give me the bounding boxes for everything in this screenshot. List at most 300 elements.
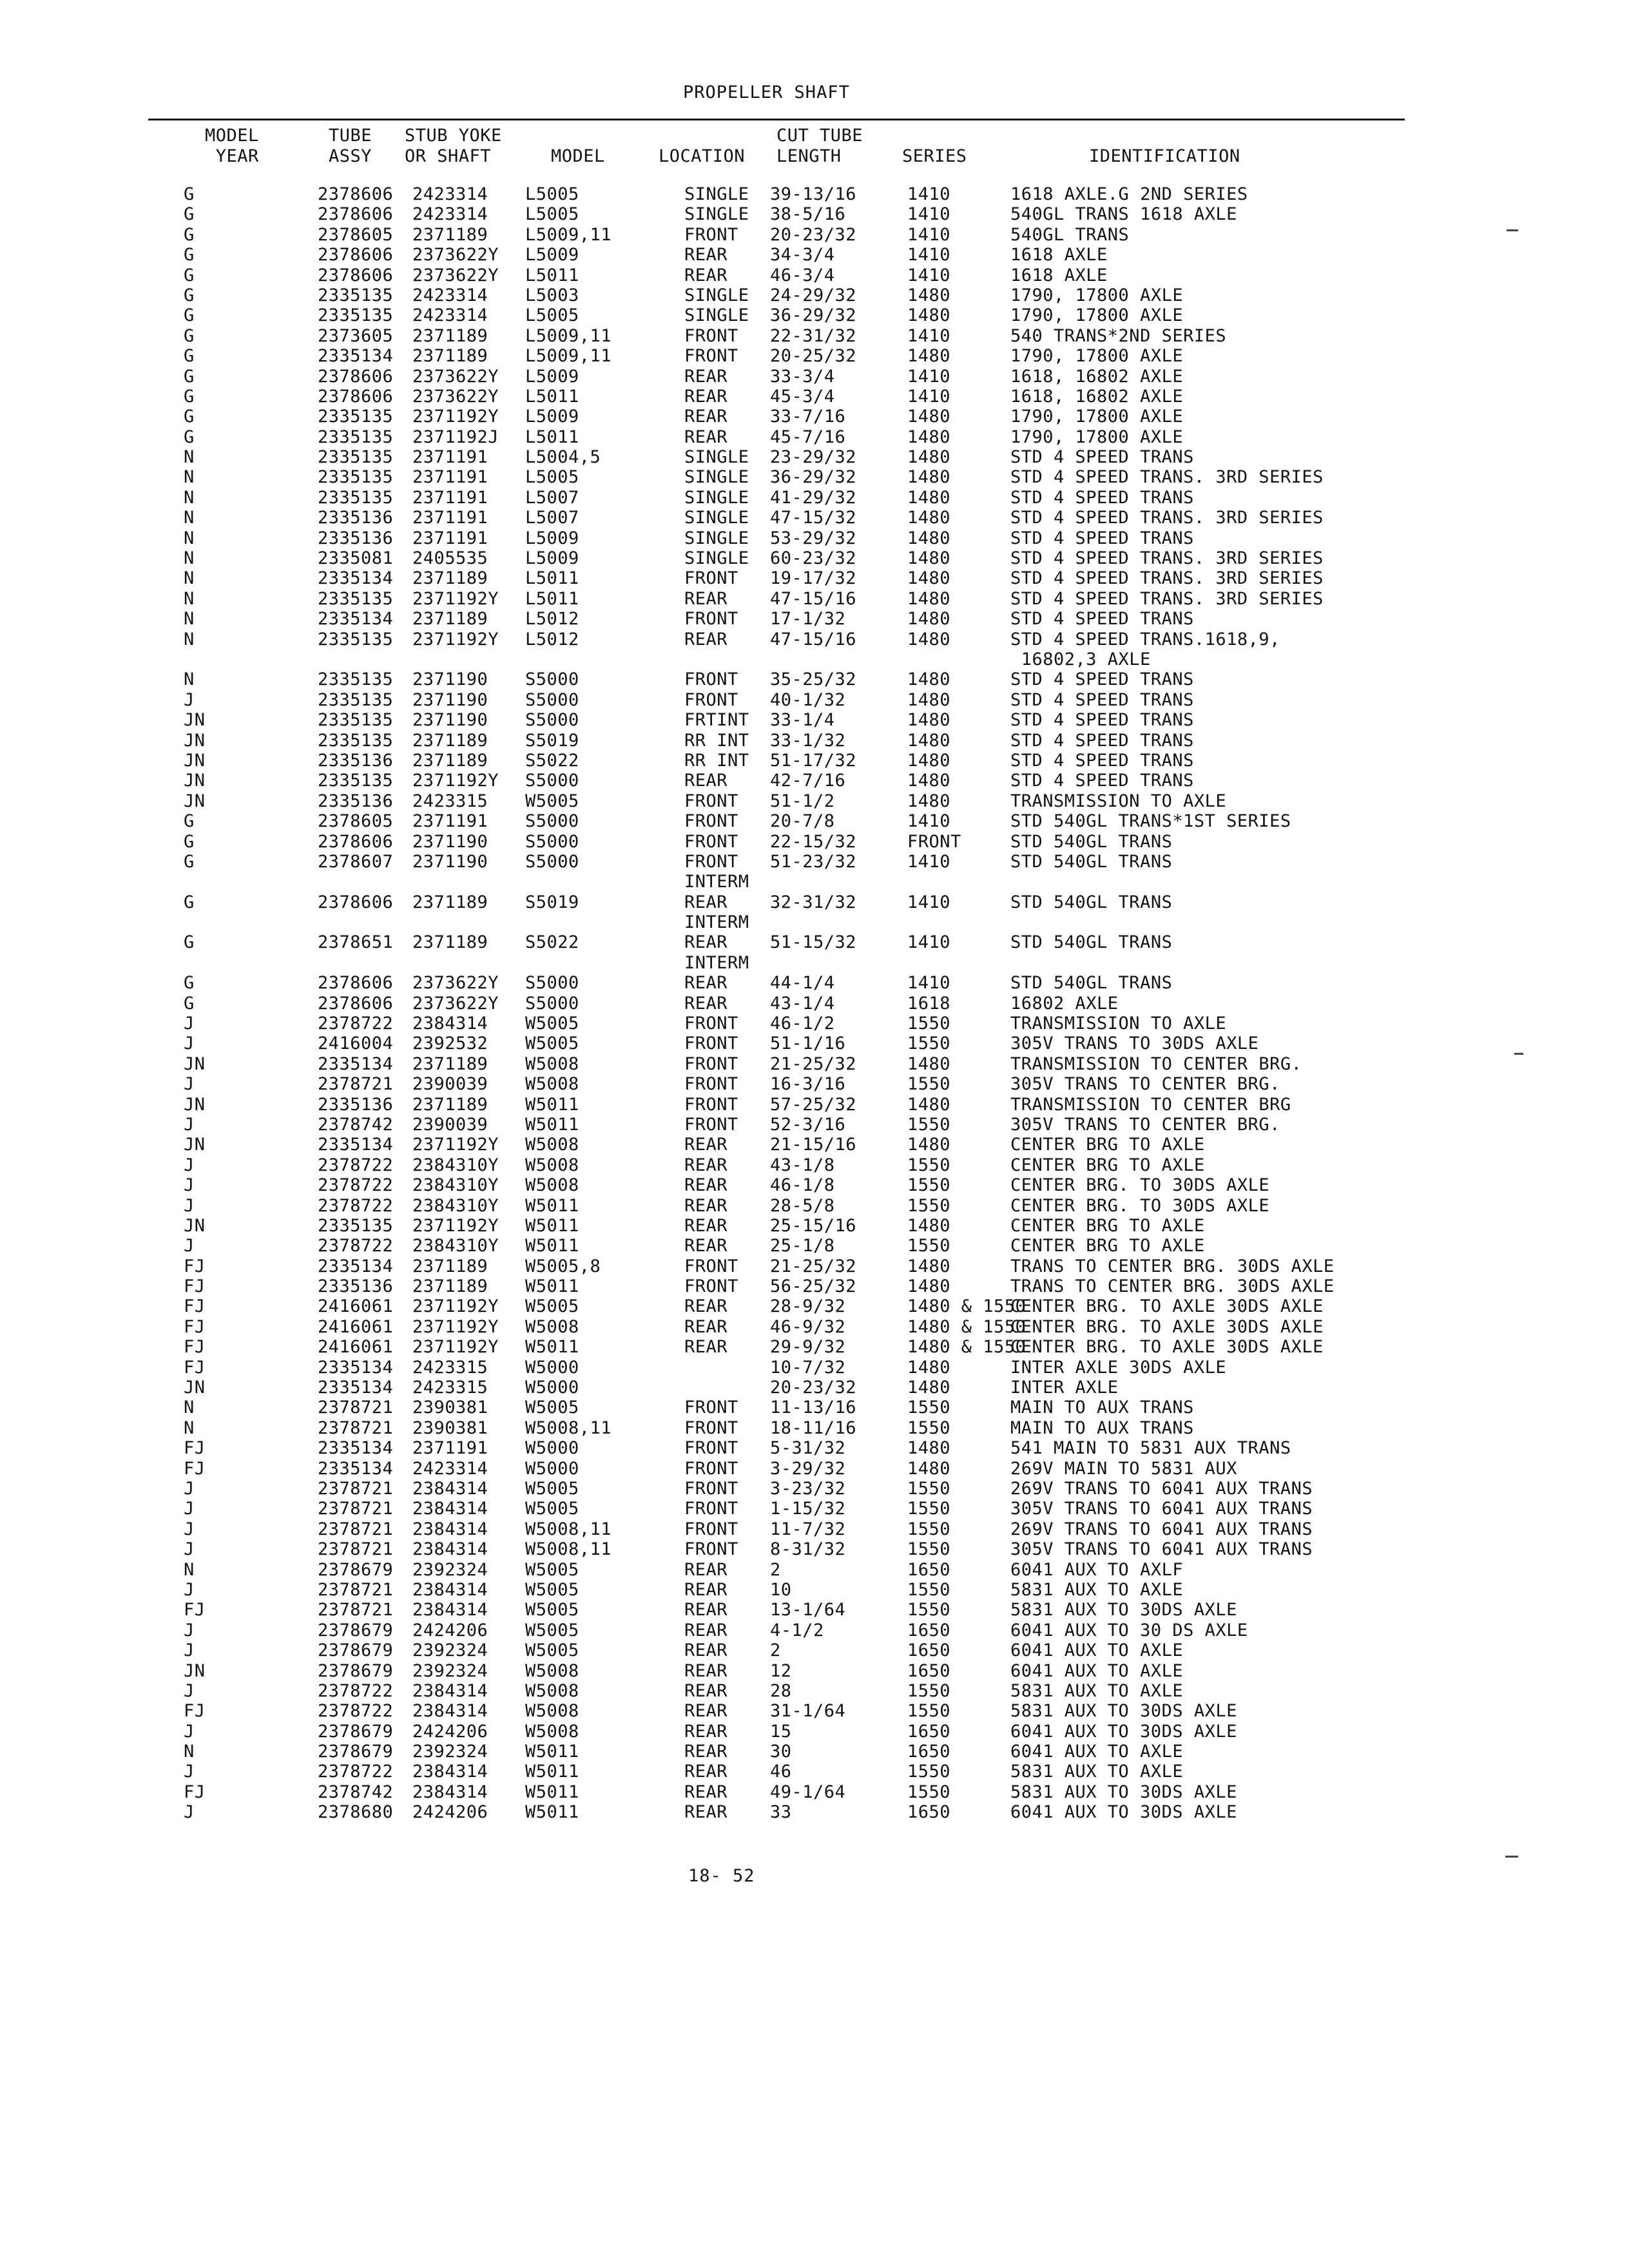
cell-identification: STD 4 SPEED TRANS	[1010, 447, 1194, 468]
cell-model-year: J	[184, 1579, 195, 1600]
cell-tube-assy: 2378679	[318, 1620, 394, 1640]
cell-model-year: G	[184, 993, 195, 1014]
cell-cut-tube-length: 32-31/32	[770, 892, 857, 912]
cell-tube-assy: 2378721	[318, 1499, 394, 1519]
cell-model: W5011	[525, 1762, 579, 1782]
cell-model: W5011	[525, 1337, 579, 1358]
cell-identification: 540 TRANS*2ND SERIES	[1010, 325, 1227, 346]
cell-stub-yoke: 2384314	[412, 1539, 488, 1560]
cell-model-year: FJ	[184, 1316, 206, 1337]
table-row	[0, 346, 1629, 366]
cell-stub-yoke: 2423314	[412, 285, 488, 305]
cell-series: 1480	[907, 669, 951, 690]
cell-tube-assy: 2416004	[318, 1033, 394, 1054]
cell-identification: CENTER BRG TO AXLE	[1010, 1135, 1205, 1155]
cell-location: REAR	[684, 588, 728, 609]
table-row	[0, 1479, 1629, 1499]
table-row	[0, 1095, 1629, 1115]
cell-identification: STD 540GL TRANS	[1010, 831, 1173, 852]
cell-identification: STD 540GL TRANS	[1010, 851, 1173, 872]
cell-model: L5005	[525, 204, 579, 225]
cell-stub-yoke: 2371189	[412, 730, 488, 751]
cell-identification: STD 4 SPEED TRANS	[1010, 609, 1194, 629]
table-row	[0, 447, 1629, 467]
cell-tube-assy: 2335134	[318, 568, 394, 589]
cell-cut-tube-length: 52-3/16	[770, 1114, 846, 1135]
table-row	[0, 1802, 1629, 1822]
cell-model-year: J	[184, 1195, 195, 1216]
cell-location: SINGLE	[684, 204, 749, 225]
cell-cut-tube-length: 45-7/16	[770, 427, 846, 447]
cell-series: 1410	[907, 204, 951, 225]
cell-stub-yoke: 2405535	[412, 548, 488, 569]
table-row	[0, 932, 1629, 952]
cell-tube-assy: 2378607	[318, 851, 394, 872]
cell-model-year: FJ	[184, 1357, 206, 1378]
cell-stub-yoke: 2373622Y	[412, 245, 499, 265]
table-row	[0, 1296, 1629, 1316]
cell-identification: 6041 AUX TO 30DS AXLE	[1010, 1721, 1237, 1742]
cell-tube-assy: 2335135	[318, 285, 394, 305]
cell-tube-assy: 2378721	[318, 1074, 394, 1095]
cell-series: 1550	[907, 1014, 951, 1034]
table-row	[0, 1782, 1629, 1802]
table-row	[0, 1762, 1629, 1782]
cell-cut-tube-length: 51-17/32	[770, 750, 857, 771]
cell-series: 1480	[907, 528, 951, 548]
cell-model: L5011	[525, 568, 579, 589]
cell-cut-tube-length: 20-23/32	[770, 1378, 857, 1398]
cell-stub-yoke: 2371189	[412, 932, 488, 953]
cell-model-year: G	[184, 245, 195, 265]
cell-series: 1410	[907, 245, 951, 265]
cell-model: W5005	[525, 1600, 579, 1620]
cell-tube-assy: 2335081	[318, 548, 394, 569]
cell-model: S5000	[525, 993, 579, 1014]
cell-location: SINGLE	[684, 447, 749, 468]
cell-tube-assy: 2378651	[318, 932, 394, 953]
cell-model-year: G	[184, 204, 195, 225]
cell-location: RR INT	[684, 730, 749, 751]
table-row	[0, 1438, 1629, 1458]
table-row	[0, 1580, 1629, 1600]
cell-tube-assy: 2335136	[318, 791, 394, 811]
cell-model: S5000	[525, 811, 579, 832]
table-row	[0, 872, 1629, 892]
cell-model-year: N	[184, 1742, 195, 1762]
table-row	[0, 1358, 1629, 1378]
cell-tube-assy: 2378721	[318, 1600, 394, 1620]
cell-identification: CENTER BRG. TO AXLE 30DS AXLE	[1010, 1337, 1324, 1358]
cell-stub-yoke: 2373622Y	[412, 265, 499, 285]
table-row	[0, 731, 1629, 751]
cell-location: REAR	[684, 245, 728, 265]
cell-cut-tube-length: 51-1/16	[770, 1033, 846, 1054]
cell-model-year: J	[184, 1519, 195, 1539]
cell-stub-yoke: 2371189	[412, 325, 488, 346]
cell-identification: INTER AXLE 30DS AXLE	[1010, 1357, 1227, 1378]
cell-model: S5019	[525, 730, 579, 751]
table-row	[0, 1398, 1629, 1418]
cell-stub-yoke: 2384314	[412, 1762, 488, 1782]
cell-identification: TRANS TO CENTER BRG. 30DS AXLE	[1010, 1276, 1335, 1297]
cell-identification: STD 4 SPEED TRANS	[1010, 710, 1194, 731]
cell-tube-assy: 2378721	[318, 1579, 394, 1600]
cell-stub-yoke: 2371189	[412, 1053, 488, 1074]
cell-model: W5005	[525, 1398, 579, 1418]
cell-tube-assy: 2378722	[318, 1762, 394, 1782]
cell-cut-tube-length: 16-3/16	[770, 1074, 846, 1095]
table-row	[0, 892, 1629, 912]
table-row	[0, 245, 1629, 265]
cell-identification: 6041 AUX TO AXLF	[1010, 1559, 1184, 1580]
cell-stub-yoke: 2371189	[412, 346, 488, 367]
cell-location: FRONT	[684, 568, 738, 589]
margin-mark	[1514, 1053, 1523, 1055]
cell-location: REAR	[684, 771, 728, 791]
cell-model: S5000	[525, 973, 579, 994]
cell-model: W5008	[525, 1155, 579, 1175]
cell-series: 1550	[907, 1114, 951, 1135]
cell-model-year: N	[184, 447, 195, 468]
table-row	[0, 1276, 1629, 1296]
cell-model-year: N	[184, 508, 195, 528]
cell-series: 1410	[907, 892, 951, 912]
cell-identification: STD 4 SPEED TRANS. 3RD SERIES	[1010, 508, 1324, 528]
cell-identification: CENTER BRG. TO AXLE 30DS AXLE	[1010, 1296, 1324, 1317]
cell-tube-assy: 2335135	[318, 730, 394, 751]
cell-series: 1410	[907, 224, 951, 245]
cell-stub-yoke: 2392324	[412, 1660, 488, 1681]
cell-model-year: J	[184, 1074, 195, 1095]
cell-location: REAR	[684, 1680, 728, 1701]
cell-tube-assy: 2335134	[318, 1135, 394, 1155]
cell-cut-tube-length: 47-15/16	[770, 588, 857, 609]
cell-identification: 305V TRANS TO 6041 AUX TRANS	[1010, 1499, 1313, 1519]
cell-model-year: J	[184, 689, 195, 710]
cell-series: 1550	[907, 1195, 951, 1216]
cell-cut-tube-length: 51-23/32	[770, 851, 857, 872]
cell-series: 1550	[907, 1398, 951, 1418]
table-row	[0, 1519, 1629, 1539]
cell-location: FRONT	[684, 224, 738, 245]
cell-stub-yoke: 2384314	[412, 1782, 488, 1802]
cell-cut-tube-length: 8-31/32	[770, 1539, 846, 1560]
cell-model-year: N	[184, 1559, 195, 1580]
cell-model: L5009,11	[525, 346, 612, 367]
header-location: LOCATION	[659, 146, 746, 166]
cell-location: FRONT	[684, 791, 738, 811]
cell-location: REAR	[684, 973, 728, 994]
table-row	[0, 1499, 1629, 1519]
cell-series: 1480	[907, 467, 951, 488]
cell-model-year: J	[184, 1620, 195, 1640]
cell-model: W5011	[525, 1742, 579, 1762]
table-row	[0, 690, 1629, 710]
table-row	[0, 488, 1629, 508]
cell-stub-yoke: 2371189	[412, 609, 488, 629]
cell-tube-assy: 2378721	[318, 1479, 394, 1499]
cell-model: L5009	[525, 366, 579, 387]
cell-location: REAR	[684, 1215, 728, 1236]
cell-cut-tube-length: 2	[770, 1640, 781, 1661]
cell-series: 1650	[907, 1721, 951, 1742]
cell-cut-tube-length: 56-25/32	[770, 1276, 857, 1297]
cell-location: REAR	[684, 1640, 728, 1661]
cell-identification: 305V TRANS TO CENTER BRG.	[1010, 1074, 1280, 1095]
cell-model-year: J	[184, 1539, 195, 1560]
cell-tube-assy: 2335135	[318, 689, 394, 710]
cell-tube-assy: 2378606	[318, 892, 394, 912]
cell-cut-tube-length: 47-15/32	[770, 508, 857, 528]
cell-location: REAR	[684, 386, 728, 407]
cell-identification: 6041 AUX TO 30DS AXLE	[1010, 1802, 1237, 1823]
cell-identification: 541 MAIN TO 5831 AUX TRANS	[1010, 1438, 1291, 1459]
cell-location: REAR	[684, 1742, 728, 1762]
cell-model-year: N	[184, 609, 195, 629]
table-row	[0, 1216, 1629, 1236]
cell-tube-assy: 2378722	[318, 1155, 394, 1175]
table-row	[0, 1155, 1629, 1175]
cell-tube-assy: 2378722	[318, 1701, 394, 1722]
cell-model: W5005	[525, 1296, 579, 1317]
cell-identification: TRANS TO CENTER BRG. 30DS AXLE	[1010, 1256, 1335, 1276]
cell-cut-tube-length: 41-29/32	[770, 487, 857, 508]
cell-identification: CENTER BRG TO AXLE	[1010, 1155, 1205, 1175]
header-cut-tube-length: CUT TUBE LENGTH	[776, 126, 863, 166]
cell-tube-assy: 2335136	[318, 508, 394, 528]
cell-location: FRONT	[684, 1033, 738, 1054]
cell-model: W5011	[525, 1236, 579, 1256]
cell-cut-tube-length: 12	[770, 1660, 792, 1681]
cell-identification: 305V TRANS TO CENTER BRG.	[1010, 1114, 1280, 1135]
table-row	[0, 973, 1629, 993]
cell-identification: CENTER BRG. TO 30DS AXLE	[1010, 1175, 1270, 1196]
cell-cut-tube-length: 24-29/32	[770, 285, 857, 305]
cell-location: FRONT	[684, 689, 738, 710]
cell-stub-yoke: 2371189	[412, 892, 488, 912]
cell-model: W5011	[525, 1215, 579, 1236]
cell-series: 1550	[907, 1539, 951, 1560]
cell-model: W5011	[525, 1802, 579, 1823]
cell-stub-yoke: 2390381	[412, 1418, 488, 1438]
cell-series: 1480	[907, 730, 951, 751]
table-row	[0, 1014, 1629, 1033]
cell-cut-tube-length: 36-29/32	[770, 305, 857, 326]
table-row	[0, 1681, 1629, 1701]
cell-model: S5000	[525, 669, 579, 690]
cell-stub-yoke: 2384314	[412, 1479, 488, 1499]
cell-cut-tube-length: 1-15/32	[770, 1499, 846, 1519]
cell-tube-assy: 2378679	[318, 1742, 394, 1762]
cell-model-year: G	[184, 366, 195, 387]
cell-identification: 5831 AUX TO 30DS AXLE	[1010, 1600, 1237, 1620]
cell-series: 1480	[907, 1256, 951, 1276]
cell-stub-yoke: 2371192J	[412, 427, 499, 447]
cell-model: W5008	[525, 1074, 579, 1095]
cell-model-year: J	[184, 1802, 195, 1823]
cell-location: REAR	[684, 366, 728, 387]
cell-model-year: FJ	[184, 1782, 206, 1802]
cell-location: FRONT	[684, 811, 738, 832]
cell-identification: STD 4 SPEED TRANS. 3RD SERIES	[1010, 588, 1324, 609]
cell-model-year: JN	[184, 710, 206, 731]
cell-model-year: J	[184, 1033, 195, 1054]
cell-cut-tube-length: 43-1/4	[770, 993, 835, 1014]
cell-identification: 305V TRANS TO 30DS AXLE	[1010, 1033, 1259, 1054]
cell-series: 1480	[907, 1378, 951, 1398]
cell-identification: STD 540GL TRANS	[1010, 973, 1173, 994]
table-row	[0, 1135, 1629, 1155]
cell-model-year: G	[184, 184, 195, 204]
cell-identification: STD 4 SPEED TRANS. 3RD SERIES	[1010, 548, 1324, 569]
cell-location: REAR	[684, 265, 728, 285]
cell-model: W5011	[525, 1094, 579, 1115]
table-row	[0, 710, 1629, 730]
cell-model-year: J	[184, 1236, 195, 1256]
cell-model-year: N	[184, 487, 195, 508]
cell-tube-assy: 2378722	[318, 1175, 394, 1196]
cell-stub-yoke: 2371191	[412, 1438, 488, 1459]
cell-series: 1480	[907, 548, 951, 569]
table-row	[0, 1640, 1629, 1660]
cell-location: FRONT	[684, 851, 738, 872]
cell-cut-tube-length: 4-1/2	[770, 1620, 824, 1640]
cell-stub-yoke: 2371192Y	[412, 407, 499, 427]
cell-location: REAR	[684, 1701, 728, 1722]
cell-cut-tube-length: 3-23/32	[770, 1479, 846, 1499]
cell-model: W5005	[525, 1499, 579, 1519]
cell-model-year: G	[184, 265, 195, 285]
cell-model-year: G	[184, 285, 195, 305]
cell-series: 1550	[907, 1762, 951, 1782]
cell-stub-yoke: 2423314	[412, 1458, 488, 1479]
table-row	[0, 1701, 1629, 1721]
cell-cut-tube-length: 42-7/16	[770, 771, 846, 791]
cell-model-year: FJ	[184, 1438, 206, 1459]
cell-location: REAR	[684, 1721, 728, 1742]
table-row	[0, 1418, 1629, 1438]
cell-series: 1480	[907, 407, 951, 427]
cell-cut-tube-length: 20-23/32	[770, 224, 857, 245]
cell-location: REAR	[684, 427, 728, 447]
cell-cut-tube-length: 25-15/16	[770, 1215, 857, 1236]
cell-series: 1410	[907, 366, 951, 387]
cell-location: FRONT	[684, 1519, 738, 1539]
cell-identification: STD 4 SPEED TRANS	[1010, 750, 1194, 771]
cell-identification: 6041 AUX TO AXLE	[1010, 1742, 1184, 1762]
cell-tube-assy: 2335135	[318, 771, 394, 791]
cell-stub-yoke: 2373622Y	[412, 993, 499, 1014]
cell-tube-assy: 2335134	[318, 346, 394, 367]
header-model: MODEL	[551, 146, 605, 166]
cell-tube-assy: 2378606	[318, 184, 394, 204]
table-row	[0, 1661, 1629, 1681]
cell-cut-tube-length: 47-15/16	[770, 629, 857, 649]
cell-identification: 1618 AXLE.G 2ND SERIES	[1010, 184, 1248, 204]
cell-identification: CENTER BRG TO AXLE	[1010, 1215, 1205, 1236]
margin-mark	[1505, 1856, 1518, 1858]
table-row	[0, 832, 1629, 852]
cell-identification: STD 4 SPEED TRANS	[1010, 487, 1194, 508]
cell-stub-yoke: 2384310Y	[412, 1175, 499, 1196]
cell-tube-assy: 2378679	[318, 1660, 394, 1681]
cell-model-year: FJ	[184, 1296, 206, 1317]
cell-identification: 6041 AUX TO 30 DS AXLE	[1010, 1620, 1248, 1640]
cell-series: 1480 & 1550	[907, 1316, 1027, 1337]
margin-mark	[1507, 229, 1518, 231]
cell-cut-tube-length: 5-31/32	[770, 1438, 846, 1459]
cell-cut-tube-length: 11-13/16	[770, 1398, 857, 1418]
cell-cut-tube-length: 33-3/4	[770, 366, 835, 387]
cell-series: 1550	[907, 1236, 951, 1256]
cell-location: REAR	[684, 1337, 728, 1358]
cell-model: L5005	[525, 184, 579, 204]
cell-series: 1480	[907, 427, 951, 447]
cell-tube-assy: 2378606	[318, 386, 394, 407]
cell-model-year: FJ	[184, 1337, 206, 1358]
cell-series: 1480	[907, 487, 951, 508]
cell-model-year: N	[184, 568, 195, 589]
table-row	[0, 1539, 1629, 1559]
cell-cut-tube-length: 15	[770, 1721, 792, 1742]
cell-model-year: G	[184, 346, 195, 367]
cell-cut-tube-length: 28-9/32	[770, 1296, 846, 1317]
cell-model-year: N	[184, 528, 195, 548]
cell-cut-tube-length: 18-11/16	[770, 1418, 857, 1438]
cell-identification: 1618 AXLE	[1010, 245, 1108, 265]
cell-cut-tube-length: 21-25/32	[770, 1053, 857, 1074]
cell-series: 1550	[907, 1701, 951, 1722]
cell-location: REAR	[684, 1296, 728, 1317]
cell-tube-assy: 2335136	[318, 1094, 394, 1115]
cell-model-year: JN	[184, 1135, 206, 1155]
cell-stub-yoke: 2373622Y	[412, 386, 499, 407]
cell-tube-assy: 2378606	[318, 831, 394, 852]
cell-model: W5008	[525, 1680, 579, 1701]
cell-series: 1550	[907, 1519, 951, 1539]
cell-identification: STD 4 SPEED TRANS.1618,9,	[1010, 629, 1280, 649]
cell-tube-assy: 2378722	[318, 1195, 394, 1216]
cell-model: L5011	[525, 265, 579, 285]
cell-identification: 1790, 17800 AXLE	[1010, 346, 1184, 367]
cell-location: FRONT	[684, 1074, 738, 1095]
cell-series: 1650	[907, 1660, 951, 1681]
cell-model-year: G	[184, 932, 195, 953]
cell-model: W5008,11	[525, 1418, 612, 1438]
cell-tube-assy: 2335134	[318, 1438, 394, 1459]
cell-tube-assy: 2378606	[318, 265, 394, 285]
header-tube-assy: TUBE ASSY	[329, 126, 372, 166]
cell-location: REAR	[684, 1600, 728, 1620]
cell-tube-assy: 2378605	[318, 811, 394, 832]
cell-identification: 1618, 16802 AXLE	[1010, 366, 1184, 387]
cell-model-year: FJ	[184, 1600, 206, 1620]
cell-stub-yoke: 2384310Y	[412, 1155, 499, 1175]
cell-stub-yoke: 2371190	[412, 710, 488, 731]
cell-location: FRONT	[684, 669, 738, 690]
cell-model: L5012	[525, 609, 579, 629]
table-row	[0, 548, 1629, 568]
cell-series: 1480	[907, 508, 951, 528]
table-row	[0, 225, 1629, 245]
table-row	[0, 1175, 1629, 1195]
cell-location: REAR	[684, 1135, 728, 1155]
cell-tube-assy: 2335134	[318, 1458, 394, 1479]
cell-model: S5000	[525, 710, 579, 731]
cell-identification: TRANSMISSION TO CENTER BRG	[1010, 1094, 1291, 1115]
cell-model-year: J	[184, 1762, 195, 1782]
